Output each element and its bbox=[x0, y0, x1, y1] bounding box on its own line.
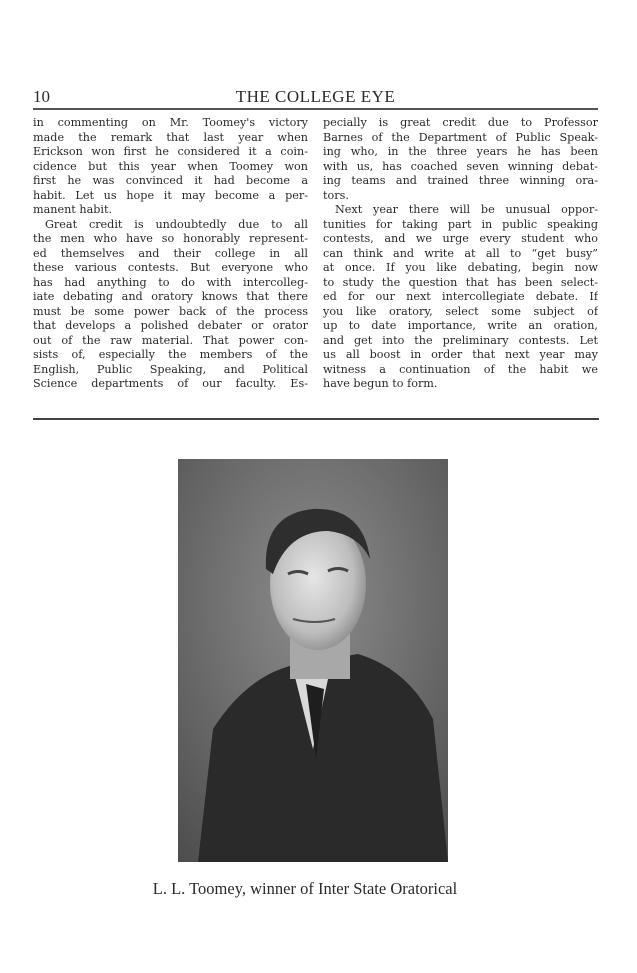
text-line: contests, and we urge every student who bbox=[323, 232, 598, 245]
text-line: us all boost in order that next year may bbox=[323, 348, 598, 361]
text-line: first he was convinced it had become a bbox=[33, 174, 308, 187]
text-line: iate debating and oratory knows that there bbox=[33, 290, 308, 303]
text-line: with us, has coached seven winning debat- bbox=[323, 159, 598, 173]
text-line: ing teams and trained three winning ora- bbox=[323, 174, 598, 187]
text-line: Great credit is undoubtedly due to all bbox=[45, 217, 308, 231]
text-line: Barnes of the Department of Public Speak- bbox=[323, 130, 598, 144]
text-line: English, Public Speaking, and Political bbox=[33, 362, 308, 376]
text-line: Erickson won first he considered it a coin- bbox=[33, 145, 308, 158]
text-line: ed for our next intercollegiate debate. If bbox=[323, 290, 598, 303]
text-line: can think and write at all to “get busy” bbox=[323, 246, 598, 260]
text-line: ed themselves and their college in all bbox=[33, 246, 308, 260]
portrait-photo bbox=[178, 459, 448, 862]
text-line: manent habit. bbox=[33, 203, 113, 216]
text-line: you like oratory, select some subject of bbox=[323, 304, 598, 318]
header-rule bbox=[33, 108, 598, 110]
right-column bbox=[323, 116, 598, 392]
text-line: ing who, in the three years he has been bbox=[323, 145, 598, 158]
text-line: at once. If you like debating, begin now bbox=[323, 261, 598, 274]
left-column bbox=[33, 116, 308, 392]
text-line: that develops a polished debater or orator bbox=[33, 319, 308, 332]
text-line: in commenting on Mr. Toomey's victory bbox=[33, 116, 308, 129]
text-line: pecially is great credit due to Professor bbox=[323, 116, 598, 129]
text-line: has had anything to do with intercolleg- bbox=[33, 275, 308, 289]
running-header bbox=[33, 87, 598, 107]
page-number: 10 bbox=[33, 87, 50, 106]
text-line: to study the question that has been select- bbox=[323, 275, 598, 289]
text-line: Science departments of our faculty. Es- bbox=[33, 377, 308, 390]
photo-caption: L. L. Toomey, winner of Inter State Oratorical bbox=[152, 879, 458, 898]
text-line: and get into the preliminary contests. Let bbox=[323, 333, 598, 347]
text-line: cidence but this year when Toomey won bbox=[33, 159, 308, 173]
text-line: habit. Let us hope it may become a per- bbox=[33, 188, 308, 202]
text-line: the men who have so honorably represent- bbox=[33, 232, 308, 245]
text-line: these various contests. But everyone who bbox=[33, 261, 308, 274]
text-line: sists of, especially the members of the bbox=[33, 348, 308, 361]
section-divider bbox=[33, 418, 599, 420]
text-line: made the remark that last year when bbox=[33, 130, 308, 144]
text-line: tunities for taking part in public speaking bbox=[323, 217, 598, 231]
text-line: must be some power back of the process bbox=[33, 304, 308, 318]
text-line: have begun to form. bbox=[323, 377, 438, 390]
text-line: tors. bbox=[323, 188, 349, 202]
text-line: up to date importance, write an oration, bbox=[323, 319, 598, 332]
text-line: Next year there will be unusual oppor- bbox=[335, 203, 598, 216]
text-line: out of the raw material. That power con- bbox=[33, 333, 308, 347]
publication-title: THE COLLEGE EYE bbox=[235, 87, 396, 106]
text-line: witness a continuation of the habit we bbox=[323, 362, 598, 376]
